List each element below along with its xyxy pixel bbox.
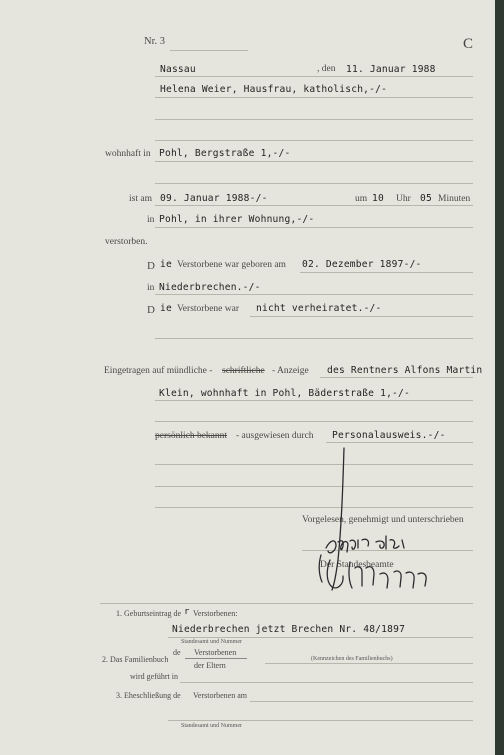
id-document: Personalausweis.-/- [332,430,446,441]
standesamt-nummer-3: Standesamt und Nummer [181,723,242,729]
vorgelesen-label: Vorgelesen, genehmigt und unterschrieben [302,515,464,525]
entry-number: Nr. 3 [144,36,165,47]
de-label: de [173,648,181,657]
eltern-label: der Eltern [194,661,226,670]
informant-line-1: des Rentners Alfons Martin [327,365,483,376]
item-2-label: 2. Das Familienbuch [102,655,169,664]
geboren-label: Verstorbene war geboren am [177,260,286,270]
item-1-label: 1. Geburtseintrag de [116,609,182,618]
registry-date: 11. Januar 1988 [346,64,436,75]
item-1-r: r [184,607,190,617]
war-label: Verstorbene war [177,304,239,314]
marital-status: nicht verheiratet.-/- [256,303,382,314]
anzeige-label: - Anzeige [272,366,309,376]
wird-gefuehrt-label: wird geführt in [130,672,178,681]
birth-date: 02. Dezember 1897-/- [302,259,422,270]
residence-address: Pohl, Bergstraße 1,-/- [159,148,291,159]
d-letter-2: D [147,304,155,316]
persoenlich-bekannt-struck: persönlich bekannt [155,431,228,441]
ie-typed-1: ie [160,259,172,270]
item-3-label: 3. Eheschließung de [116,691,181,700]
ie-typed-2: ie [160,303,172,314]
item-1-suffix: Verstorbenen: [193,609,238,618]
kennzeichen-label: (Kennzeichen des Familienbuchs) [311,656,393,662]
informant-line-2: Klein, wohnhaft in Pohl, Bäderstraße 1,-/- [159,388,410,399]
minuten-label: Minuten [438,194,471,204]
death-minutes: 05 [420,193,432,204]
birth-registry-entry: Niederbrechen jetzt Brechen Nr. 48/1897 [172,624,406,635]
verstorben-label: verstorben. [105,237,148,247]
registry-place: Nassau [160,64,196,75]
ausgewiesen-label: - ausgewiesen durch [236,431,314,441]
eingetragen-label: Eingetragen auf mündliche - [104,366,213,376]
schriftliche-struck: schriftliche [222,366,265,376]
death-hour: 10 [372,193,384,204]
death-date: 09. Januar 1988-/- [160,193,268,204]
page-edge-shadow [495,0,504,755]
ist-am-label: ist am [129,194,152,204]
den-label: , den [317,64,336,74]
item-3-suffix: Verstorbenen am [193,691,247,700]
in-label-2: in [147,283,155,293]
uhr-label: Uhr [396,194,411,204]
death-place: Pohl, in ihrer Wohnung,-/- [159,214,315,225]
in-label: in [147,215,155,225]
verstorbenen-label: Verstorbenen [194,648,237,657]
standesbeamte-label: Der Standesbeamte [320,560,394,570]
wohnhaft-label: wohnhaft in [105,149,151,159]
deceased-person: Helena Weier, Hausfrau, katholisch,-/- [160,84,388,95]
birth-place: Niederbrechen.-/- [159,282,261,293]
um-label: um [355,194,368,204]
d-letter-1: D [147,260,155,272]
register-letter: C [463,36,474,52]
standesamt-nummer-1: Standesamt und Nummer [181,639,242,645]
